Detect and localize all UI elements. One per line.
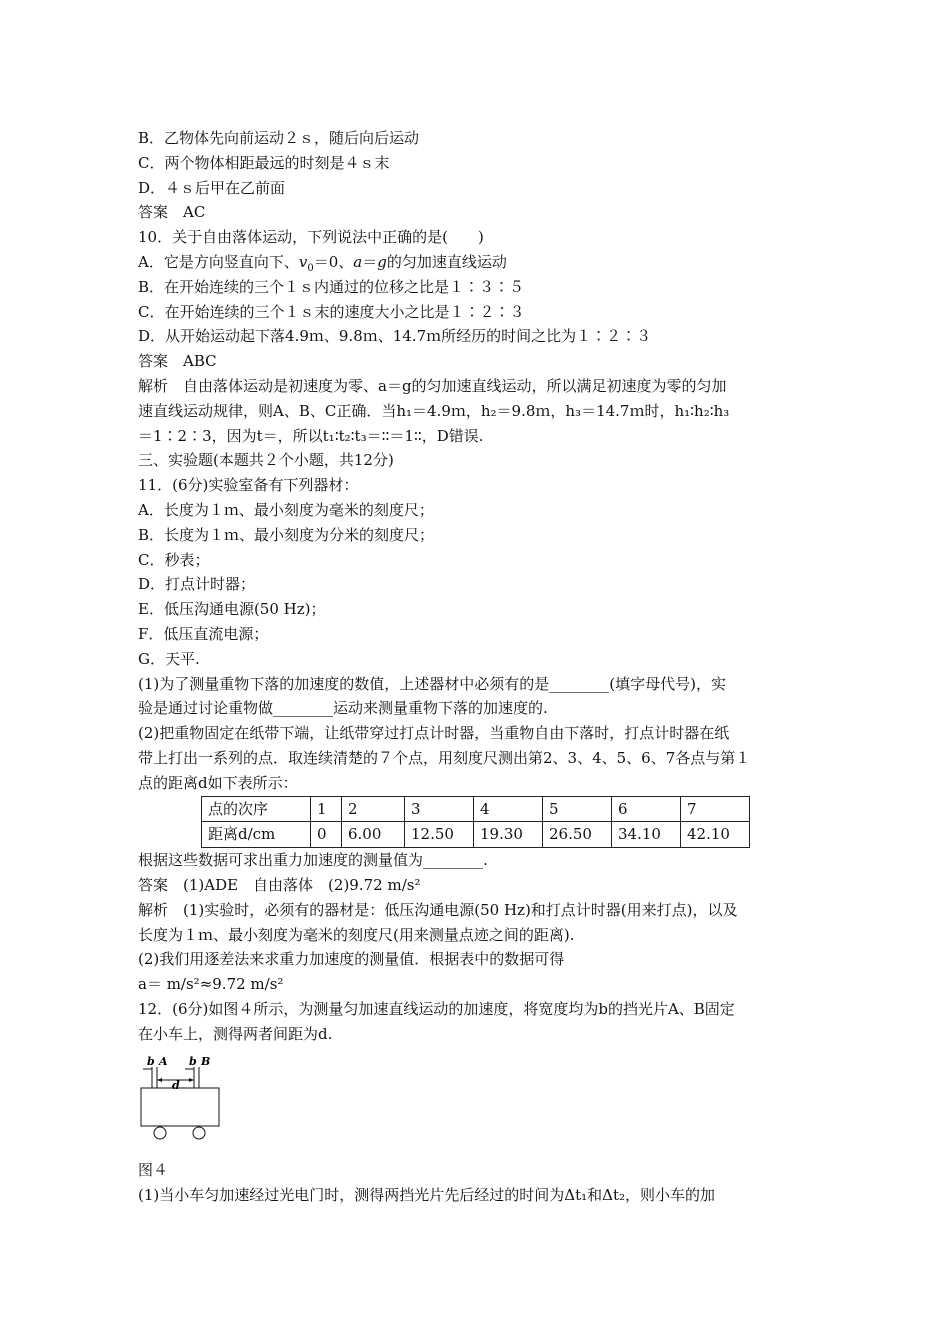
q10-option-a-mid: ＝0、 (313, 252, 354, 271)
document-page (138, 126, 818, 1208)
q10-analysis-line-3: ＝1∶2∶3，因为t＝，所以t₁∶t₂∶t₃＝∶∶＝1∶∶，D错误. (138, 426, 484, 445)
q10-option-a-eq: ＝ (362, 252, 378, 271)
q11-analysis-line-3: (2)我们用逐差法来求重力加速度的测量值．根据表中的数据可得 (138, 950, 565, 969)
q10-option-a-a: a (353, 252, 363, 271)
q10-option-a-g: g (377, 252, 387, 271)
table-cell: 19.30 (474, 822, 543, 848)
arrow-head (189, 1078, 194, 1082)
table-cell: 4 (474, 796, 543, 822)
table-cell: 34.10 (612, 822, 681, 848)
table-cell: 26.50 (543, 822, 612, 848)
q11-part2-line-1: (2)把重物固定在纸带下端，让纸带穿过打点计时器，当重物自由下落时，打点计时器在纸 (138, 724, 730, 743)
q9-option-d: D．４ｓ后甲在乙前面 (138, 178, 286, 197)
q9-option-b: B．乙物体先向前运动２ｓ，随后向后运动 (138, 129, 420, 147)
q10-answer: 答案 ABC (138, 352, 217, 371)
section-heading: 三、实验题(本题共２个小题，共12分) (138, 451, 394, 470)
q9-option-c: C．两个物体相距最远的时刻是４ｓ末 (138, 153, 390, 172)
distance-table (201, 796, 750, 849)
table-row (202, 822, 750, 848)
q10-option-a-post: 的匀加速直线运动 (386, 252, 507, 271)
q11-analysis-line-4: a＝ m/s²≈9.72 m/s² (138, 975, 284, 994)
q11-part1-line-1: (1)为了测量重物下落的加速度的数值，上述器材中必须有的是________(填字母代号)，实 (138, 674, 726, 693)
table-cell: 3 (405, 796, 474, 822)
q11-after-table: 根据这些数据可求出重力加速度的测量值为________. (138, 851, 488, 870)
q10-analysis-line-1: 解析 自由落体运动是初速度为零、a＝g的匀加速直线运动，所以满足初速度为零的匀加 (138, 376, 727, 395)
table-cell: 点的次序 (202, 796, 311, 822)
table-row (202, 796, 750, 822)
q11-part1-line-2: 验是通过讨论重物做________运动来测量重物下落的加速度的. (138, 699, 548, 718)
q10-option-c: C．在开始连续的三个１ｓ末的速度大小之比是１∶２∶３ (138, 302, 525, 321)
table-cell: 距离d/cm (202, 822, 311, 848)
table-cell: 42.10 (681, 822, 750, 848)
cart-wheel (154, 1127, 166, 1139)
table-cell: 7 (681, 796, 750, 822)
q11-stem: 11．(6分)实验室备有下列器材： (138, 476, 359, 495)
figure-label-d: d (172, 1079, 180, 1093)
table-cell: 0 (311, 822, 342, 848)
q12-stem-line-1: 12．(6分)如图４所示，为测量匀加速直线运动的加速度，将宽度均为b的挡光片A、B固定 (138, 999, 735, 1018)
table-cell: 6.00 (342, 822, 405, 848)
q11-item-e: E．低压沟通电源(50 Hz)； (138, 600, 326, 619)
q11-analysis-line-2: 长度为１ｍ、最小刻度为毫米的刻度尺(用来测量点迹之间的距离). (138, 925, 575, 944)
figure-label-a: A (159, 1055, 168, 1069)
figure-caption: 图４ (138, 1161, 169, 1180)
q11-item-g: G．天平. (138, 649, 200, 668)
q10-option-a (138, 250, 818, 275)
q12-stem-line-2: 在小车上，测得两者间距为d. (138, 1024, 333, 1043)
arrow-head (157, 1078, 162, 1082)
figure-label-b1: b (147, 1055, 155, 1069)
q11-part2-line-2: 带上打出一系列的点．取连续清楚的７个点，用刻度尺测出第2、3、4、5、6、7各点与第１ (138, 748, 751, 767)
q11-part2-line-3: 点的距离d如下表所示： (138, 773, 298, 792)
q9-answer: 答案 AC (138, 203, 206, 222)
q10-option-a-sub: 0 (307, 262, 314, 274)
q11-item-c: C．秒表； (138, 550, 210, 569)
q10-stem: 10．关于自由落体运动，下列说法中正确的是( ) (138, 228, 484, 247)
q10-option-b: B．在开始连续的三个１ｓ内通过的位移之比是１∶３∶５ (138, 277, 525, 296)
cart-body (141, 1088, 219, 1126)
q11-item-d: D．打点计时器； (138, 575, 256, 594)
q10-option-a-v: v (298, 252, 308, 271)
q10-option-a-pre: A．它是方向竖直向下、 (138, 252, 299, 271)
cart-diagram (138, 1052, 228, 1144)
table-cell: 5 (543, 796, 612, 822)
table-cell: 6 (612, 796, 681, 822)
table-cell: 12.50 (405, 822, 474, 848)
q11-answer: 答案 (1)ADE 自由落体 (2)9.72 m/s² (138, 875, 421, 894)
q11-item-f: F．低压直流电源； (138, 624, 269, 643)
q10-option-d: D．从开始运动起下落4.9ｍ、9.8ｍ、14.7ｍ所经历的时间之比为１∶２∶３ (138, 327, 652, 346)
q11-analysis-line-1: 解析 (1)实验时，必须有的器材是：低压沟通电源(50 Hz)和打点计时器(用来打点)，以及 (138, 900, 738, 919)
table-cell: 2 (342, 796, 405, 822)
q12-part1: (1)当小车匀加速经过光电门时，测得两挡光片先后经过的时间为Δt₁和Δt₂，则小车的加 (138, 1186, 715, 1205)
cart-wheel (193, 1127, 205, 1139)
figure-label-b: B (201, 1055, 211, 1069)
q11-item-a: A．长度为１ｍ、最小刻度为毫米的刻度尺； (138, 500, 434, 519)
figure-label-b2: b (189, 1055, 197, 1069)
cart-figure (138, 1052, 818, 1148)
q11-item-b: B．长度为１ｍ、最小刻度为分米的刻度尺； (138, 525, 435, 544)
q10-analysis-line-2: 速直线运动规律，则A、B、C正确．当h₁＝4.9ｍ，h₂＝9.8ｍ，h₃＝14.7ｍ时，h₁∶h₂∶h₃ (138, 401, 730, 420)
table-cell: 1 (311, 796, 342, 822)
